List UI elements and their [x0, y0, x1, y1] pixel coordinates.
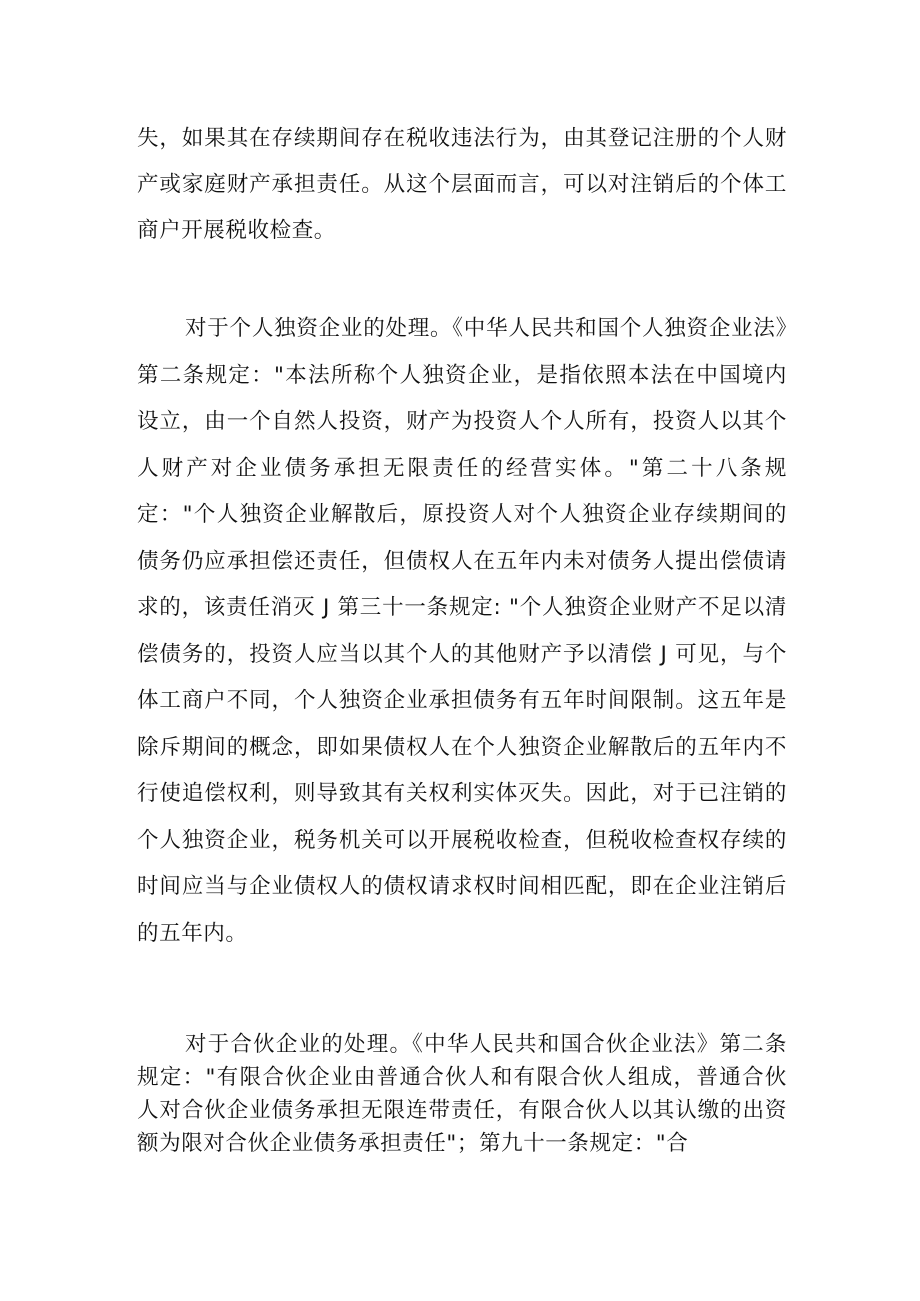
paragraph-sole-proprietor-continuation: 失，如果其在存续期间存在税收违法行为，由其登记注册的个人财产或家庭财产承担责任。从这个层面而言，可以对注销后的个体工商户开展税收检查。 — [137, 126, 787, 243]
paragraph-partnership-enterprise: 对于合伙企业的处理。《中华人民共和国合伙企业法》第二条规定："有限合伙企业由普通合伙人和有限合伙人组成，普通合伙人对合伙企业债务承担无限连带责任，有限合伙人以其认缴的出资额为限对合伙企业债务承担责任"；第九十一条规定："合 — [137, 1032, 787, 1156]
paragraph-sole-proprietorship-enterprise: 对于个人独资企业的处理。《中华人民共和国个人独资企业法》第二条规定："本法所称个人独资企业，是指依照本法在中国境内设立，由一个自然人投资，财产为投资人个人所有，投资人以其个人财产对企业债务承担无限责任的经营实体。"第二十八条规定："个人独资企业解散后，原投资人对个人独资企业存续期间的债务仍应承担偿还责任，但债权人在五年内未对债务人提出偿债请求的，该责任消灭 J 第三十一条规定: "个人独资企业财产不足以清偿债务的，投资人应当以其个人的其他财产予以清偿 J 可见，与个体工商户不同，个人独资企业承担债务有五年时间限制。这五年是除斥期间的概念，即如果债权人在个人独资企业解散后的五年内不行使追偿权利，则导致其有关权利实体灭失。因此，对于已注销的个人独资企业，税务机关可以开展税收检查，但税收检查权存续的时间应当与企业债权人的债权请求权时间相匹配，即在企业注销后的五年内。 — [137, 316, 787, 946]
